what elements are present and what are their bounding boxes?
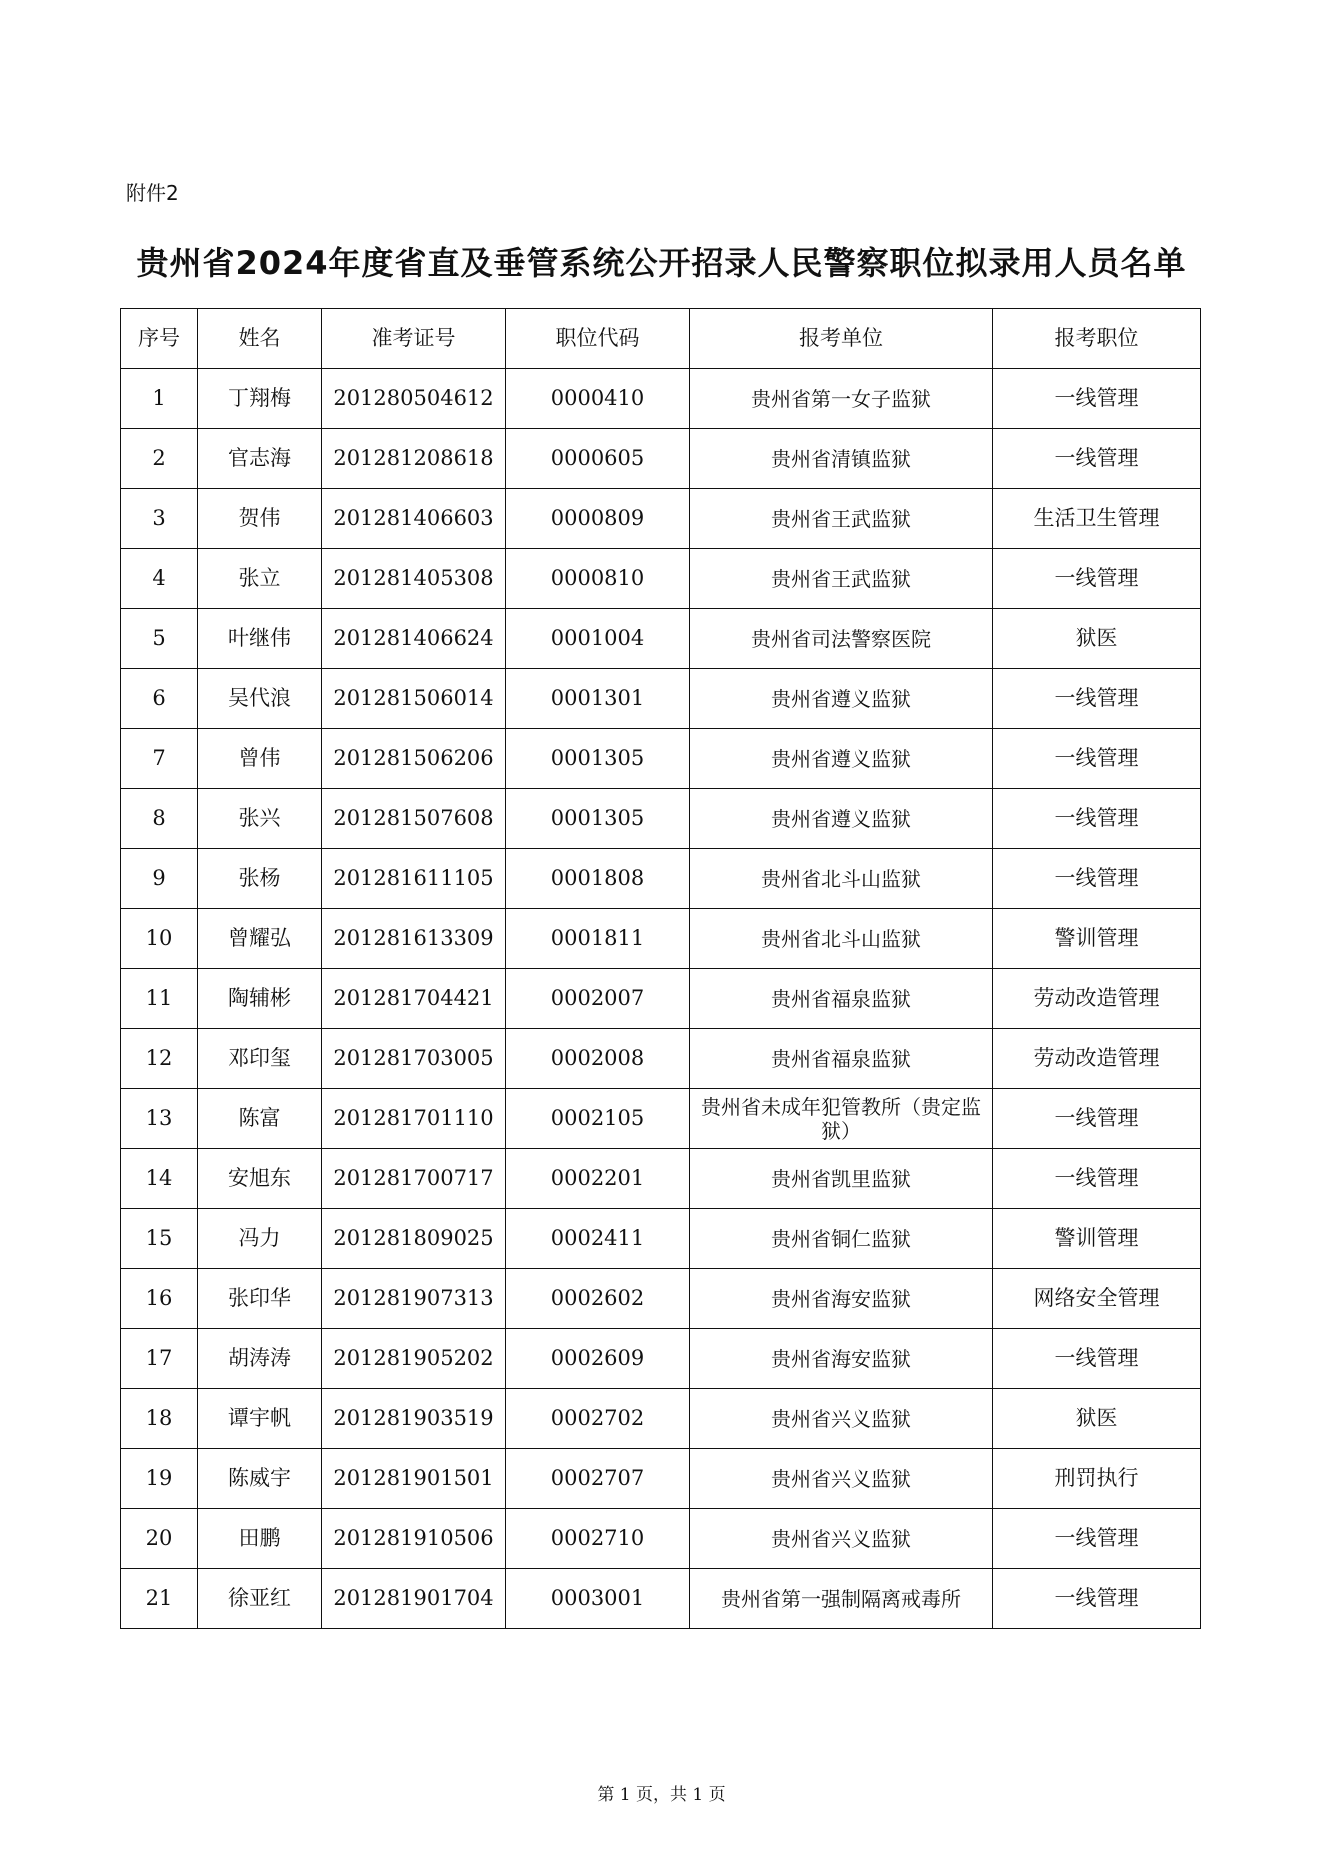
cell-unit: 贵州省第一强制隔离戒毒所 — [690, 1569, 993, 1629]
cell-position-code: 0002710 — [506, 1509, 690, 1569]
cell-ticket-number: 201281901501 — [322, 1449, 506, 1509]
cell-index: 1 — [121, 369, 198, 429]
table-row — [121, 789, 1201, 849]
cell-position-code: 0002007 — [506, 969, 690, 1029]
cell-unit: 贵州省第一女子监狱 — [690, 369, 993, 429]
header-name: 姓名 — [198, 309, 322, 369]
cell-ticket-number: 201281613309 — [322, 909, 506, 969]
header-unit: 报考单位 — [690, 309, 993, 369]
cell-unit: 贵州省兴义监狱 — [690, 1509, 993, 1569]
cell-ticket-number: 201281208618 — [322, 429, 506, 489]
header-row — [121, 309, 1201, 369]
cell-position: 一线管理 — [993, 849, 1201, 909]
cell-name: 谭宇帆 — [198, 1389, 322, 1449]
table-row — [121, 1389, 1201, 1449]
cell-position: 一线管理 — [993, 369, 1201, 429]
cell-unit: 贵州省清镇监狱 — [690, 429, 993, 489]
cell-position-code: 0002609 — [506, 1329, 690, 1389]
table-row — [121, 1209, 1201, 1269]
cell-ticket-number: 201281506014 — [322, 669, 506, 729]
cell-ticket-number: 201281901704 — [322, 1569, 506, 1629]
header-position-code: 职位代码 — [506, 309, 690, 369]
cell-unit: 贵州省兴义监狱 — [690, 1389, 993, 1449]
cell-ticket-number: 201281406624 — [322, 609, 506, 669]
cell-index: 16 — [121, 1269, 198, 1329]
cell-unit: 贵州省福泉监狱 — [690, 969, 993, 1029]
cell-position-code: 0000605 — [506, 429, 690, 489]
cell-ticket-number: 201281405308 — [322, 549, 506, 609]
cell-position-code: 0002008 — [506, 1029, 690, 1089]
cell-position-code: 0000810 — [506, 549, 690, 609]
attachment-label: 附件2 — [126, 181, 179, 205]
cell-index: 5 — [121, 609, 198, 669]
cell-index: 18 — [121, 1389, 198, 1449]
cell-unit: 贵州省未成年犯管教所（贵定监狱） — [690, 1089, 993, 1149]
cell-position: 一线管理 — [993, 1569, 1201, 1629]
table-row — [121, 729, 1201, 789]
cell-position-code: 0001305 — [506, 789, 690, 849]
cell-position-code: 0002702 — [506, 1389, 690, 1449]
cell-index: 7 — [121, 729, 198, 789]
cell-index: 11 — [121, 969, 198, 1029]
cell-name: 邓印玺 — [198, 1029, 322, 1089]
cell-name: 吴代浪 — [198, 669, 322, 729]
cell-index: 19 — [121, 1449, 198, 1509]
cell-position-code: 0000809 — [506, 489, 690, 549]
cell-unit: 贵州省遵义监狱 — [690, 789, 993, 849]
cell-unit: 贵州省兴义监狱 — [690, 1449, 993, 1509]
header-position: 报考职位 — [993, 309, 1201, 369]
cell-index: 9 — [121, 849, 198, 909]
cell-name: 胡涛涛 — [198, 1329, 322, 1389]
cell-name: 徐亚红 — [198, 1569, 322, 1629]
cell-unit: 贵州省遵义监狱 — [690, 729, 993, 789]
cell-index: 13 — [121, 1089, 198, 1149]
cell-index: 12 — [121, 1029, 198, 1089]
cell-name: 张杨 — [198, 849, 322, 909]
cell-index: 6 — [121, 669, 198, 729]
cell-index: 15 — [121, 1209, 198, 1269]
cell-position: 狱医 — [993, 1389, 1201, 1449]
table-row — [121, 549, 1201, 609]
cell-position: 警训管理 — [993, 1209, 1201, 1269]
cell-position: 劳动改造管理 — [993, 969, 1201, 1029]
cell-name: 张立 — [198, 549, 322, 609]
cell-unit: 贵州省海安监狱 — [690, 1269, 993, 1329]
page-footer: 第 1 页，共 1 页 — [597, 1785, 726, 1805]
cell-unit: 贵州省司法警察医院 — [690, 609, 993, 669]
cell-position-code: 0001301 — [506, 669, 690, 729]
cell-ticket-number: 201281905202 — [322, 1329, 506, 1389]
table-row — [121, 969, 1201, 1029]
cell-index: 14 — [121, 1149, 198, 1209]
table-row — [121, 609, 1201, 669]
cell-name: 田鹏 — [198, 1509, 322, 1569]
cell-name: 丁翔梅 — [198, 369, 322, 429]
cell-name: 冯力 — [198, 1209, 322, 1269]
cell-position: 一线管理 — [993, 669, 1201, 729]
cell-position-code: 0002602 — [506, 1269, 690, 1329]
cell-ticket-number: 201281809025 — [322, 1209, 506, 1269]
table-row — [121, 1089, 1201, 1149]
cell-ticket-number: 201281701110 — [322, 1089, 506, 1149]
cell-ticket-number: 201281703005 — [322, 1029, 506, 1089]
cell-position: 狱医 — [993, 609, 1201, 669]
cell-unit: 贵州省遵义监狱 — [690, 669, 993, 729]
table-row — [121, 1149, 1201, 1209]
table-row — [121, 849, 1201, 909]
cell-ticket-number: 201281704421 — [322, 969, 506, 1029]
cell-position: 一线管理 — [993, 429, 1201, 489]
cell-position: 劳动改造管理 — [993, 1029, 1201, 1089]
cell-position-code: 0001004 — [506, 609, 690, 669]
cell-position: 网络安全管理 — [993, 1269, 1201, 1329]
table-header — [121, 309, 1201, 369]
cell-position: 一线管理 — [993, 1509, 1201, 1569]
table-row — [121, 489, 1201, 549]
cell-name: 张兴 — [198, 789, 322, 849]
cell-name: 陶辅彬 — [198, 969, 322, 1029]
cell-position: 一线管理 — [993, 789, 1201, 849]
table-row — [121, 1569, 1201, 1629]
candidate-table — [120, 308, 1201, 1629]
cell-ticket-number: 201281507608 — [322, 789, 506, 849]
cell-name: 安旭东 — [198, 1149, 322, 1209]
cell-index: 10 — [121, 909, 198, 969]
table-body — [121, 369, 1201, 1629]
header-ticket-number: 准考证号 — [322, 309, 506, 369]
cell-index: 20 — [121, 1509, 198, 1569]
cell-position-code: 0002707 — [506, 1449, 690, 1509]
table-row — [121, 1029, 1201, 1089]
cell-ticket-number: 201281910506 — [322, 1509, 506, 1569]
cell-position-code: 0001808 — [506, 849, 690, 909]
cell-position: 一线管理 — [993, 549, 1201, 609]
cell-ticket-number: 201281611105 — [322, 849, 506, 909]
cell-ticket-number: 201281903519 — [322, 1389, 506, 1449]
cell-index: 2 — [121, 429, 198, 489]
cell-unit: 贵州省王武监狱 — [690, 549, 993, 609]
cell-name: 曾伟 — [198, 729, 322, 789]
cell-position-code: 0003001 — [506, 1569, 690, 1629]
cell-name: 贺伟 — [198, 489, 322, 549]
cell-name: 官志海 — [198, 429, 322, 489]
cell-ticket-number: 201281907313 — [322, 1269, 506, 1329]
cell-position-code: 0002201 — [506, 1149, 690, 1209]
cell-index: 17 — [121, 1329, 198, 1389]
cell-unit: 贵州省福泉监狱 — [690, 1029, 993, 1089]
cell-position-code: 0000410 — [506, 369, 690, 429]
cell-position: 生活卫生管理 — [993, 489, 1201, 549]
table-row — [121, 1449, 1201, 1509]
cell-unit: 贵州省北斗山监狱 — [690, 909, 993, 969]
cell-unit: 贵州省北斗山监狱 — [690, 849, 993, 909]
cell-index: 4 — [121, 549, 198, 609]
cell-position-code: 0002411 — [506, 1209, 690, 1269]
cell-index: 8 — [121, 789, 198, 849]
table-row — [121, 1509, 1201, 1569]
cell-ticket-number: 201281406603 — [322, 489, 506, 549]
cell-position: 警训管理 — [993, 909, 1201, 969]
cell-position: 一线管理 — [993, 729, 1201, 789]
cell-name: 陈威宇 — [198, 1449, 322, 1509]
table-row — [121, 909, 1201, 969]
document-title: 贵州省2024年度省直及垂管系统公开招录人民警察职位拟录用人员名单 — [136, 244, 1187, 282]
table-row — [121, 369, 1201, 429]
cell-position-code: 0001811 — [506, 909, 690, 969]
table-row — [121, 429, 1201, 489]
cell-ticket-number: 201281700717 — [322, 1149, 506, 1209]
cell-index: 3 — [121, 489, 198, 549]
cell-unit: 贵州省海安监狱 — [690, 1329, 993, 1389]
cell-name: 张印华 — [198, 1269, 322, 1329]
cell-index: 21 — [121, 1569, 198, 1629]
cell-unit: 贵州省铜仁监狱 — [690, 1209, 993, 1269]
cell-position: 一线管理 — [993, 1089, 1201, 1149]
header-index: 序号 — [121, 309, 198, 369]
table-row — [121, 1329, 1201, 1389]
cell-unit: 贵州省王武监狱 — [690, 489, 993, 549]
table-row — [121, 669, 1201, 729]
cell-name: 陈富 — [198, 1089, 322, 1149]
cell-position-code: 0002105 — [506, 1089, 690, 1149]
cell-position-code: 0001305 — [506, 729, 690, 789]
cell-name: 曾耀弘 — [198, 909, 322, 969]
cell-ticket-number: 201280504612 — [322, 369, 506, 429]
cell-ticket-number: 201281506206 — [322, 729, 506, 789]
cell-position: 一线管理 — [993, 1329, 1201, 1389]
cell-position: 一线管理 — [993, 1149, 1201, 1209]
cell-position: 刑罚执行 — [993, 1449, 1201, 1509]
table-row — [121, 1269, 1201, 1329]
cell-name: 叶继伟 — [198, 609, 322, 669]
cell-unit: 贵州省凯里监狱 — [690, 1149, 993, 1209]
